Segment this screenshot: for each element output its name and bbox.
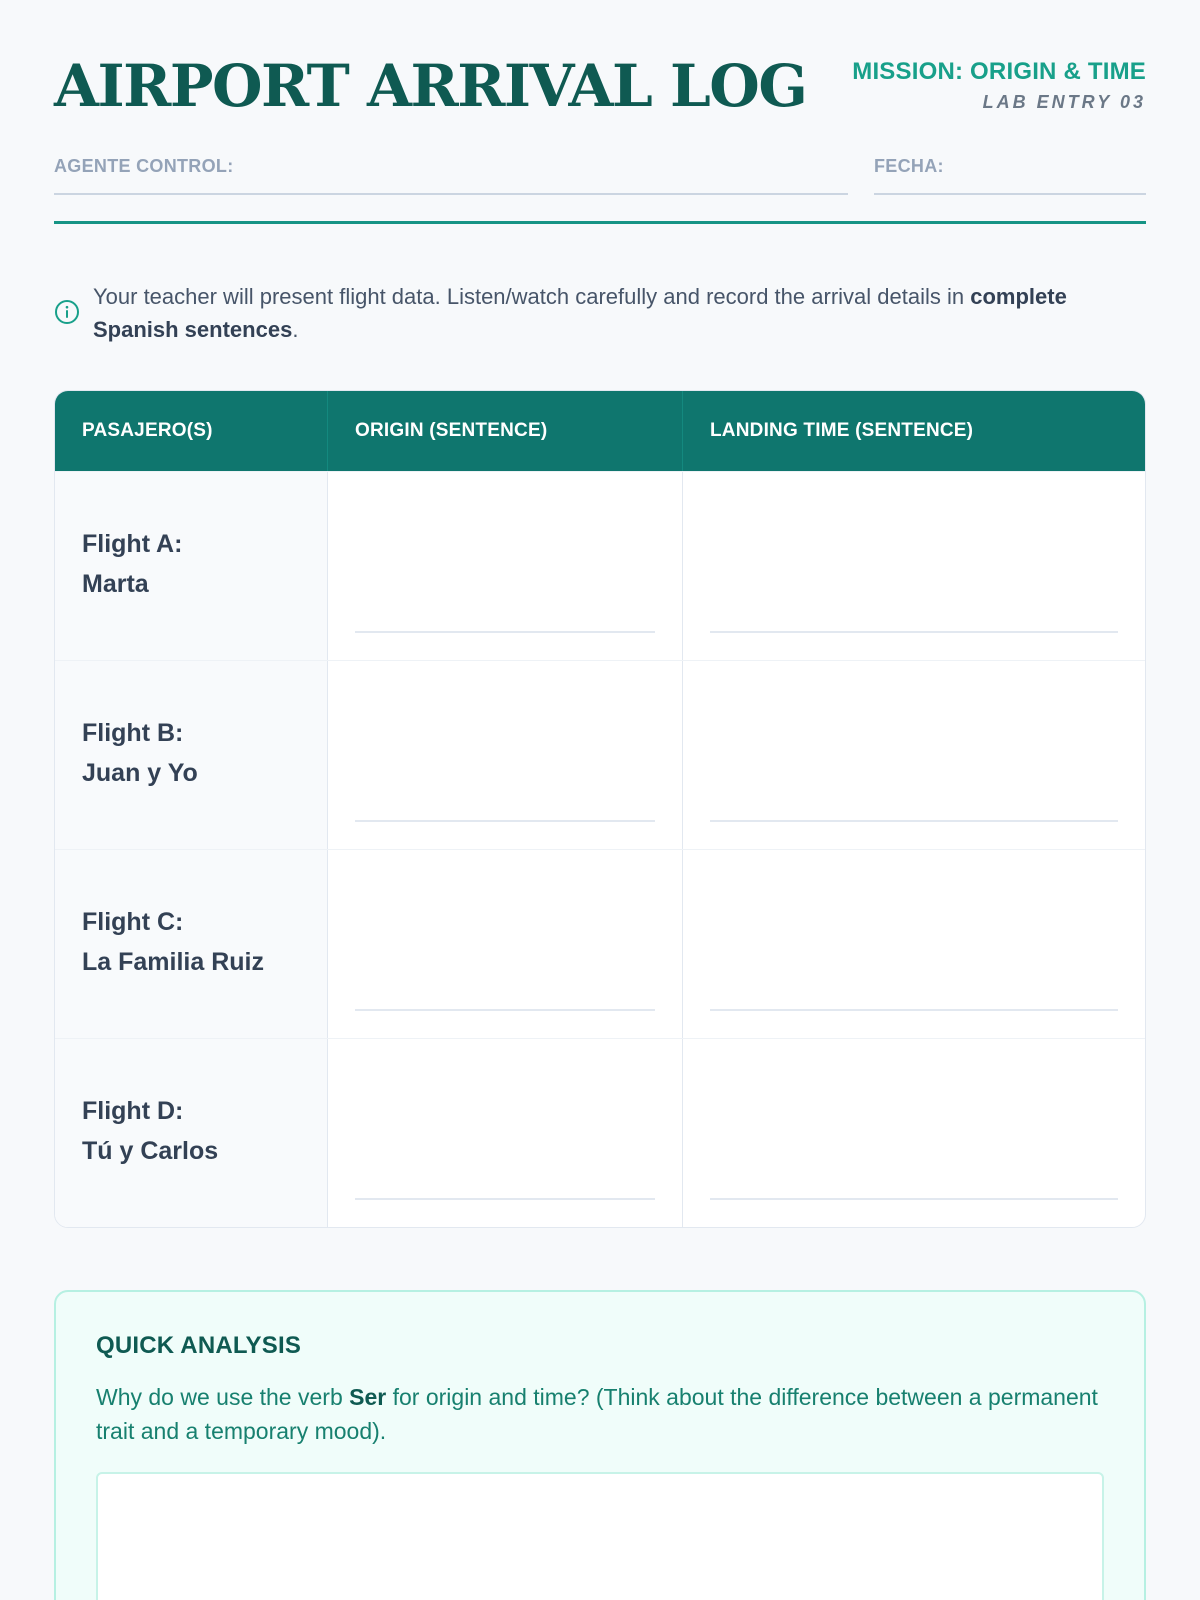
header-landing-time: LANDING TIME (SENTENCE): [710, 420, 974, 441]
origin-answer-cell[interactable]: [328, 1039, 683, 1227]
answer-line: [355, 1009, 655, 1011]
analysis-title: QUICK ANALYSIS: [96, 1332, 302, 1359]
passenger-cell: [55, 472, 328, 660]
header: [54, 0, 1146, 225]
instruction-emphasis: complete Spanish sentences: [93, 284, 1067, 342]
flight-label: Flight C:: [82, 908, 184, 936]
flight-label: Flight B:: [82, 719, 184, 747]
passenger-name: Tú y Carlos: [82, 1137, 219, 1165]
info-icon: [54, 299, 80, 325]
passenger-name: Marta: [82, 570, 149, 598]
landing-time-answer-cell[interactable]: [683, 1039, 1145, 1227]
passenger-cell: [55, 661, 328, 849]
instruction-end: .: [292, 317, 299, 342]
analysis-answer-box[interactable]: [96, 1472, 1104, 1600]
landing-time-answer-cell[interactable]: [683, 472, 1145, 660]
question-text-end: for origin and time? (Think about the difference between a permanent trait and a temporary mood).: [96, 1384, 1098, 1444]
agent-field-label: AGENTE CONTROL:: [54, 156, 234, 176]
table-row: [55, 1038, 1145, 1227]
lab-entry-label: LAB ENTRY 03: [982, 92, 1146, 112]
question-text: Why do we use the verb: [96, 1384, 350, 1410]
landing-time-answer-cell[interactable]: [683, 850, 1145, 1038]
answer-line: [710, 1198, 1118, 1200]
header-divider: [54, 221, 1146, 224]
date-field[interactable]: [874, 156, 1146, 195]
answer-line: [710, 1009, 1118, 1011]
origin-answer-cell[interactable]: [328, 850, 683, 1038]
passenger-cell: [55, 850, 328, 1038]
instructions: [54, 280, 1146, 346]
page-title: AIRPORT ARRIVAL LOG: [54, 52, 807, 120]
date-field-label: FECHA:: [874, 156, 944, 176]
analysis-question: [96, 1380, 1104, 1448]
answer-line: [355, 1198, 655, 1200]
flight-label: Flight D:: [82, 1097, 184, 1125]
answer-line: [355, 631, 655, 633]
origin-answer-cell[interactable]: [328, 472, 683, 660]
passenger-cell: [55, 1039, 328, 1227]
agent-field[interactable]: [54, 156, 848, 195]
passenger-name: La Familia Ruiz: [82, 948, 264, 976]
table-row: [55, 660, 1145, 849]
answer-line: [710, 631, 1118, 633]
flight-label: Flight A:: [82, 530, 183, 558]
table-row: [55, 849, 1145, 1038]
answer-line: [355, 820, 655, 822]
table-row: [55, 471, 1145, 660]
answer-line: [710, 820, 1118, 822]
passenger-name: Juan y Yo: [82, 759, 198, 787]
origin-answer-cell[interactable]: [328, 661, 683, 849]
instruction-text: Your teacher will present flight data. Listen/watch carefully and record the arrival details in: [93, 284, 971, 309]
arrival-table: [54, 390, 1146, 1228]
question-verb: Ser: [349, 1384, 387, 1410]
mission-block: [852, 58, 1146, 113]
mission-title: MISSION: ORIGIN & TIME: [852, 58, 1146, 85]
landing-time-answer-cell[interactable]: [683, 661, 1145, 849]
header-origin: ORIGIN (SENTENCE): [328, 391, 683, 471]
quick-analysis-panel: [54, 1290, 1146, 1600]
header-passengers: PASAJERO(S): [55, 391, 328, 471]
table-header: [55, 391, 1145, 471]
